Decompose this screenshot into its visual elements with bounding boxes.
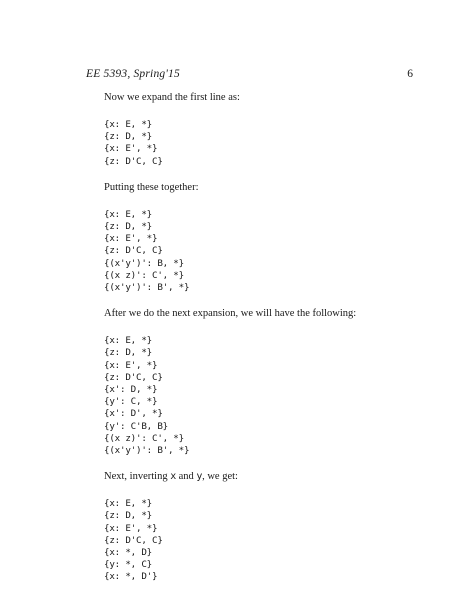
code-line: {(x z)': C', *} [104,269,184,281]
paragraph-text: Putting these together: [104,181,199,193]
inline-code: x [170,471,176,483]
code-line: {x: *, D'} [104,571,158,583]
code-block [104,335,434,457]
paragraph-text: After we do the next expansion, we will have the following: [104,308,357,320]
code-line: {z: D'C, C} [104,371,163,383]
paragraph [104,182,434,194]
paragraph [104,471,434,483]
code-block [104,119,434,168]
inline-code: y [196,471,203,483]
paragraph-text: , we get: [202,471,238,483]
paragraph-text: Next, inverting [104,471,171,483]
paragraph [104,92,434,104]
paragraph-text: and [175,471,197,483]
page-body [104,92,434,598]
code-line: {(x'y')': B, *} [104,257,184,269]
code-line: {y': C, *} [104,396,158,408]
paragraph [104,308,434,320]
code-block [104,498,434,583]
code-line: {z: D, *} [104,131,152,143]
page-number: 6 [407,68,413,80]
code-line: {x: E', *} [104,359,158,371]
code-line: {z: D'C, C} [104,534,163,546]
code-line: {x: E, *} [104,498,152,510]
code-line: {y': C'B, B} [104,420,168,432]
code-line: {z: D, *} [104,221,152,233]
code-line: {x: *, D} [104,547,152,559]
code-line: {x: E', *} [104,143,158,155]
code-line: {y: *, C} [104,559,152,571]
code-line: {x': D, *} [104,384,158,396]
code-line: {z: D'C, C} [104,155,163,167]
code-line: {(x'y')': B', *} [104,282,190,294]
code-line: {x': D', *} [104,408,163,420]
code-line: {x: E, *} [104,335,152,347]
code-line: {(x'y')': B', *} [104,445,190,457]
page-header [86,68,423,82]
code-line: {x: E, *} [104,208,152,220]
course-title: EE 5393, Spring'15 [86,68,180,80]
code-line: {x: E', *} [104,233,158,245]
code-line: {z: D'C, C} [104,245,163,257]
code-line: {x: E', *} [104,522,158,534]
code-block [104,209,434,294]
code-line: {z: D, *} [104,347,152,359]
code-line: {z: D, *} [104,510,152,522]
code-line: {(x z)': C', *} [104,432,184,444]
code-line: {x: E, *} [104,119,152,130]
paragraph-text: Now we expand the first line as: [104,92,240,103]
